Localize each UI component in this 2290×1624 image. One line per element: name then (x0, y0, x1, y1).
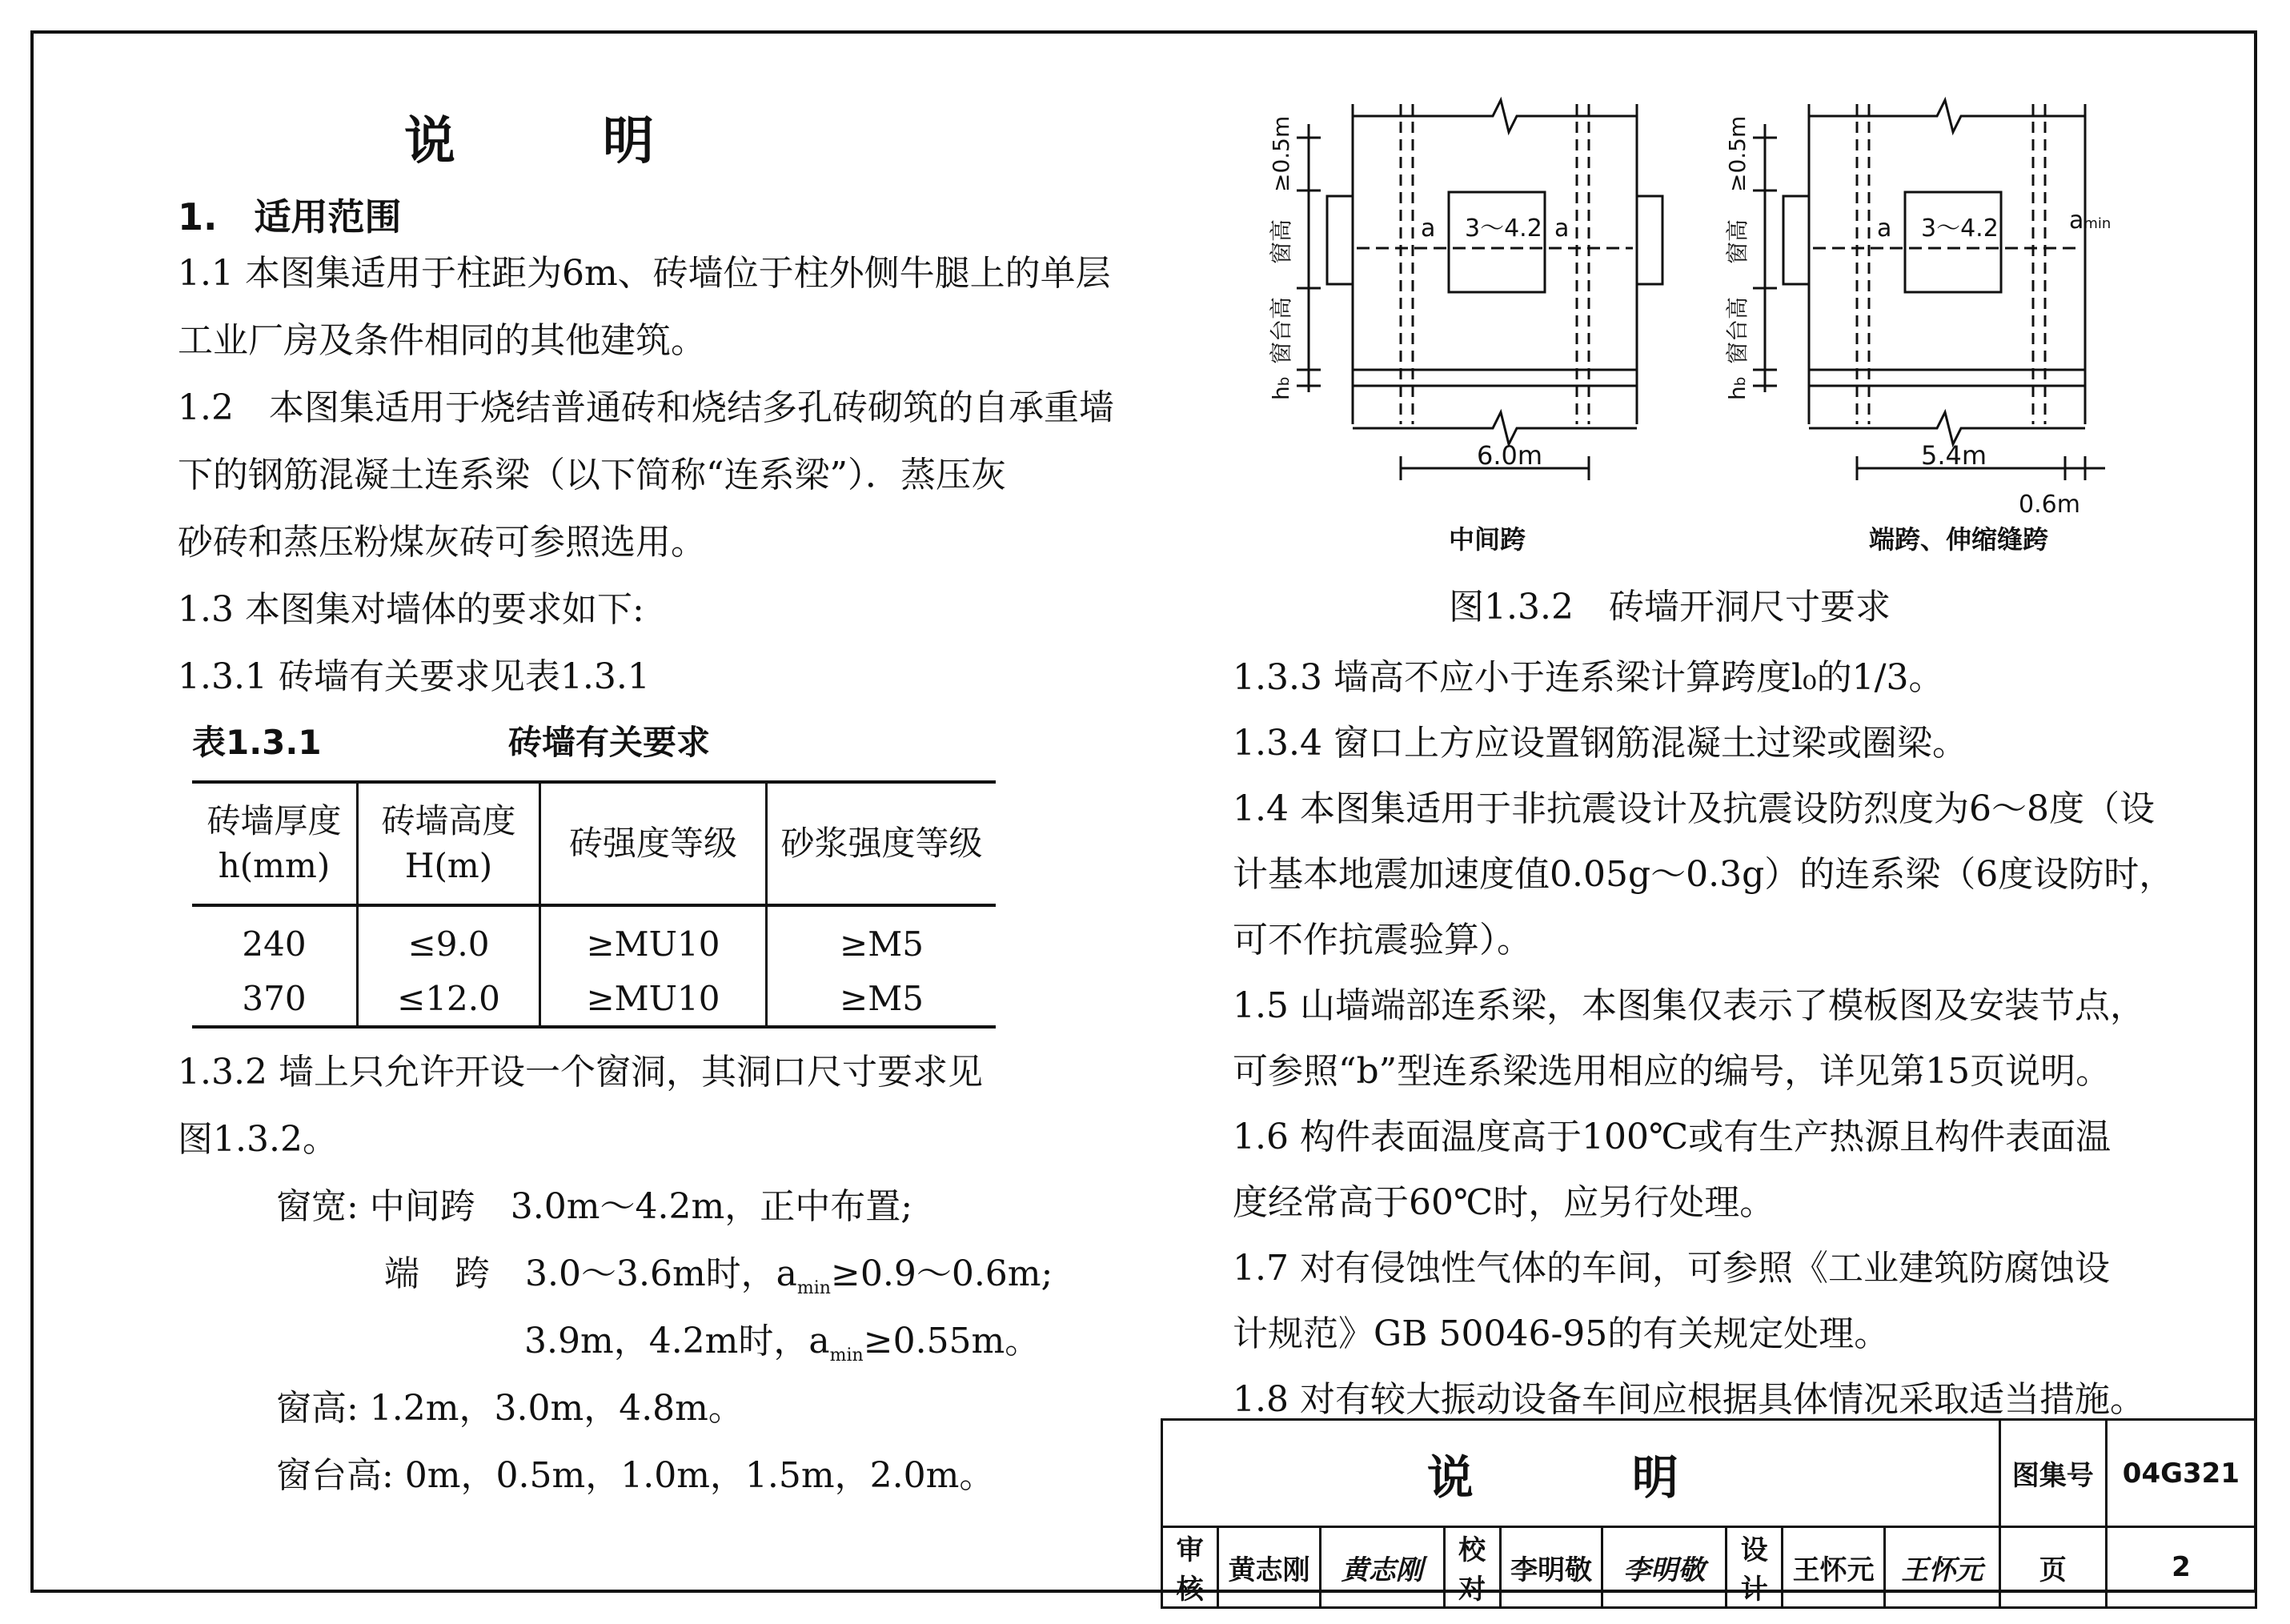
top-min-label: ≥0.5m (1268, 115, 1294, 192)
para-1-3-2-cont: 图1.3.2。 (178, 1119, 338, 1160)
design-label: 设计 (1727, 1527, 1783, 1608)
hb-label-right: hb (1724, 376, 1751, 400)
a-label-right: a (1554, 215, 1570, 243)
window-height-label-right: 窗高 (1724, 219, 1751, 264)
para-1-8: 1.8 对有较大振动设备车间应根据具体情况采取适当措施。 (1233, 1379, 2145, 1420)
table-caption: 砖墙有关要求 (508, 723, 711, 762)
para-1-3: 1.3 本图集对墙体的要求如下: (178, 589, 644, 630)
para-1-4-cont2: 可不作抗震验算）。 (1233, 920, 1532, 960)
table-row (192, 971, 996, 1027)
table-cell: ≥M5 (840, 924, 924, 964)
checker-signature: 李明敬 (1602, 1527, 1727, 1608)
atlas-number: 04G321 (2106, 1420, 2256, 1527)
para-1-6: 1.6 构件表面温度高于100℃或有生产热源且构件表面温 (1233, 1117, 2112, 1157)
column-header-thickness: 砖墙厚度 h(mm) (192, 782, 358, 905)
hb-label: hb (1268, 376, 1294, 400)
gap-dim: 0.6m (2019, 491, 2080, 519)
para-1-1: 1.1 本图集适用于柱距为6m、砖墙位于柱外侧牛腿上的单层 (178, 253, 1111, 294)
para-1-2-cont: 下的钢筋混凝土连系梁（以下简称“连系梁”）．蒸压灰 (178, 455, 1006, 495)
amin-label: amin (2069, 207, 2112, 235)
checker-name: 李明敬 (1500, 1527, 1602, 1608)
page-number: 2 (2106, 1527, 2256, 1608)
designer-signature: 王怀元 (1884, 1527, 1999, 1608)
designer-name: 王怀元 (1783, 1527, 1885, 1608)
column-header-height: 砖墙高度 H(m) (358, 782, 540, 905)
brick-wall-requirements-table (192, 780, 996, 1029)
mid-span-label: 中间跨 (1449, 524, 1526, 555)
title-block (1161, 1418, 2257, 1606)
window-height-label: 窗高 (1268, 219, 1294, 264)
para-1-7-cont: 计规范》GB 50046-95的有关规定处理。 (1233, 1313, 1890, 1354)
page-title: 说 明 (404, 112, 702, 171)
para-1-5: 1.5 山墙端部连系梁，本图集仅表示了模板图及安装节点， (1233, 985, 2145, 1026)
column-header-mortar-grade: 砂浆强度等级 (767, 782, 997, 905)
table-label: 表1.3.1 (192, 723, 322, 762)
review-label: 审核 (1162, 1527, 1218, 1608)
table-cell: 240 (192, 905, 358, 971)
para-1-3-2: 1.3.2 墙上只允许开设一个窗洞，其洞口尺寸要求见 (178, 1052, 983, 1093)
opening-width-label-right: 3～4.2 (1921, 215, 1999, 243)
column-header-brick-grade: 砖强度等级 (540, 782, 767, 905)
figure-caption: 图1.3.2 砖墙开洞尺寸要求 (1449, 587, 1891, 628)
table-cell: 370 (192, 971, 358, 1027)
para-1-6-cont: 度经常高于60℃时，应另行处理。 (1233, 1182, 1775, 1223)
para-1-1-cont: 工业厂房及条件相同的其他建筑。 (178, 320, 706, 361)
para-1-4-cont: 计基本地震加速度值0.05g～0.3g）的连系梁（6度设防时， (1233, 854, 2175, 895)
sill-height-label-right: 窗台高 (1724, 296, 1751, 364)
window-height: 窗高: 1.2m，3.0m，4.8m。 (276, 1388, 744, 1429)
table-row (192, 905, 996, 971)
para-1-7: 1.7 对有侵蚀性气体的车间，可参照《工业建筑防腐蚀设 (1233, 1248, 2110, 1289)
table-cell: ≤9.0 (358, 905, 540, 971)
para-1-5-cont: 可参照“b”型连系梁选用相应的编号，详见第15页说明。 (1233, 1051, 2112, 1092)
para-1-3-4: 1.3.4 窗口上方应设置钢筋混凝土过梁或圈梁。 (1233, 723, 1967, 764)
atlas-number-label: 图集号 (1999, 1420, 2106, 1527)
opening-width-label: 3～4.2 (1465, 215, 1542, 243)
check-label: 校对 (1444, 1527, 1500, 1608)
a-label-left: a (1421, 215, 1436, 243)
a-label-end: a (1877, 215, 1892, 243)
top-min-label-right: ≥0.5m (1724, 115, 1751, 192)
end-span-label: 端跨、伸缩缝跨 (1869, 524, 2049, 555)
para-1-3-1: 1.3.1 砖墙有关要求见表1.3.1 (178, 656, 650, 697)
para-1-2-cont2: 砂砖和蒸压粉煤灰砖可参照选用。 (178, 522, 706, 563)
table-cell: ≤12.0 (358, 971, 540, 1027)
title-block-title: 说 明 (1162, 1420, 2000, 1527)
span-dim-left: 6.0m (1477, 440, 1543, 471)
table-cell: ≥MU10 (540, 905, 767, 971)
reviewer-signature: 黄志刚 (1320, 1527, 1444, 1608)
window-width-end: 端 跨 3.0～3.6m时，$a_{min}\ge 0.9\sim 0.6m$; (384, 1253, 1053, 1298)
reviewer-name: 黄志刚 (1218, 1527, 1321, 1608)
section-heading: 1. 适用范围 (178, 195, 402, 239)
span-dim-right: 5.4m (1921, 440, 1987, 471)
page-label: 页 (1999, 1527, 2106, 1608)
para-1-4: 1.4 本图集适用于非抗震设计及抗震设防烈度为6～8度（设 (1233, 788, 2155, 829)
window-width-end-2: 3.9m，4.2m时，$a_{min}\ge 0.55m$。 (524, 1321, 1041, 1365)
wall-opening-figure (1233, 88, 2153, 568)
window-sill-height: 窗台高: 0m，0.5m，1.0m，1.5m，2.0m。 (276, 1455, 995, 1496)
table-cell: ≥MU10 (540, 971, 767, 1027)
para-1-2: 1.2 本图集适用于烧结普通砖和烧结多孔砖砌筑的自承重墙 (178, 387, 1114, 428)
para-1-3-3: 1.3.3 墙高不应小于连系梁计算跨度l₀的1/3。 (1233, 657, 1944, 698)
window-width-mid: 窗宽: 中间跨 3.0m～4.2m，正中布置; (276, 1186, 913, 1227)
sill-height-label: 窗台高 (1268, 296, 1294, 364)
table-cell: ≥M5 (767, 971, 997, 1027)
